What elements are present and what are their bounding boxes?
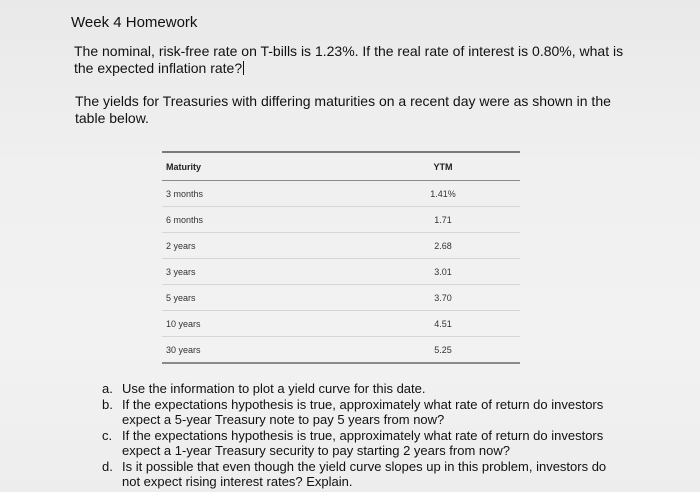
question-letter: c.	[102, 427, 113, 443]
ytm-cell: 1.41%	[430, 188, 456, 199]
table-row	[162, 285, 520, 311]
table-row	[162, 181, 520, 207]
question-text: Use the information to plot a yield curve for this date.	[122, 381, 426, 396]
maturity-cell: 30 years	[166, 344, 201, 355]
table-row	[162, 233, 520, 259]
maturity-cell: 10 years	[166, 318, 201, 329]
table-header-row	[162, 153, 520, 181]
table-row	[162, 337, 520, 364]
ytm-cell: 3.70	[434, 292, 452, 303]
question-text: Is it possible that even though the yield curve slopes up in this problem, investors do not expect rising interest rates? Explain.	[122, 458, 607, 489]
ytm-cell: 5.25	[434, 344, 452, 355]
table-row	[162, 207, 520, 233]
ytm-cell: 4.51	[434, 318, 452, 329]
question-item	[100, 381, 620, 397]
question-item	[100, 428, 620, 459]
question-letter: d.	[102, 458, 113, 474]
question-letter: b.	[102, 396, 113, 412]
inflation-question	[74, 43, 634, 77]
ytm-cell: 1.71	[434, 214, 452, 225]
maturity-cell: 3 months	[166, 188, 204, 199]
ytm-cell: 2.68	[434, 240, 452, 251]
question-list	[100, 381, 620, 490]
maturity-cell: 5 years	[166, 292, 196, 303]
question-item	[100, 397, 620, 428]
ytm-header: YTM	[433, 161, 453, 172]
maturity-header: Maturity	[166, 161, 202, 172]
table-row	[162, 311, 520, 337]
question-letter: a.	[102, 381, 113, 396]
maturity-cell: 6 months	[166, 214, 204, 225]
maturity-cell: 2 years	[166, 240, 196, 251]
inflation-question-text: The nominal, risk-free rate on T-bills is 1.23%. If the real rate of interest is 0.80%, what is the expected inflation rate?	[74, 43, 624, 76]
yield-table	[162, 151, 520, 364]
ytm-cell: 3.01	[434, 266, 452, 277]
page-title: Week 4 Homework	[71, 14, 198, 31]
question-item	[100, 459, 620, 490]
table-row	[162, 259, 520, 285]
text-cursor	[243, 61, 244, 75]
table-intro: The yields for Treasuries with differing maturities on a recent day were as shown in the table below.	[75, 93, 611, 126]
question-text: If the expectations hypothesis is true, approximately what rate of return do investors expect a 1-year Treasury security to pay starting 2 years from now?	[122, 427, 604, 458]
question-text: If the expectations hypothesis is true, approximately what rate of return do investors expect a 5-year Treasury note to pay 5 years from now?	[122, 396, 604, 427]
maturity-cell: 3 years	[166, 266, 196, 277]
